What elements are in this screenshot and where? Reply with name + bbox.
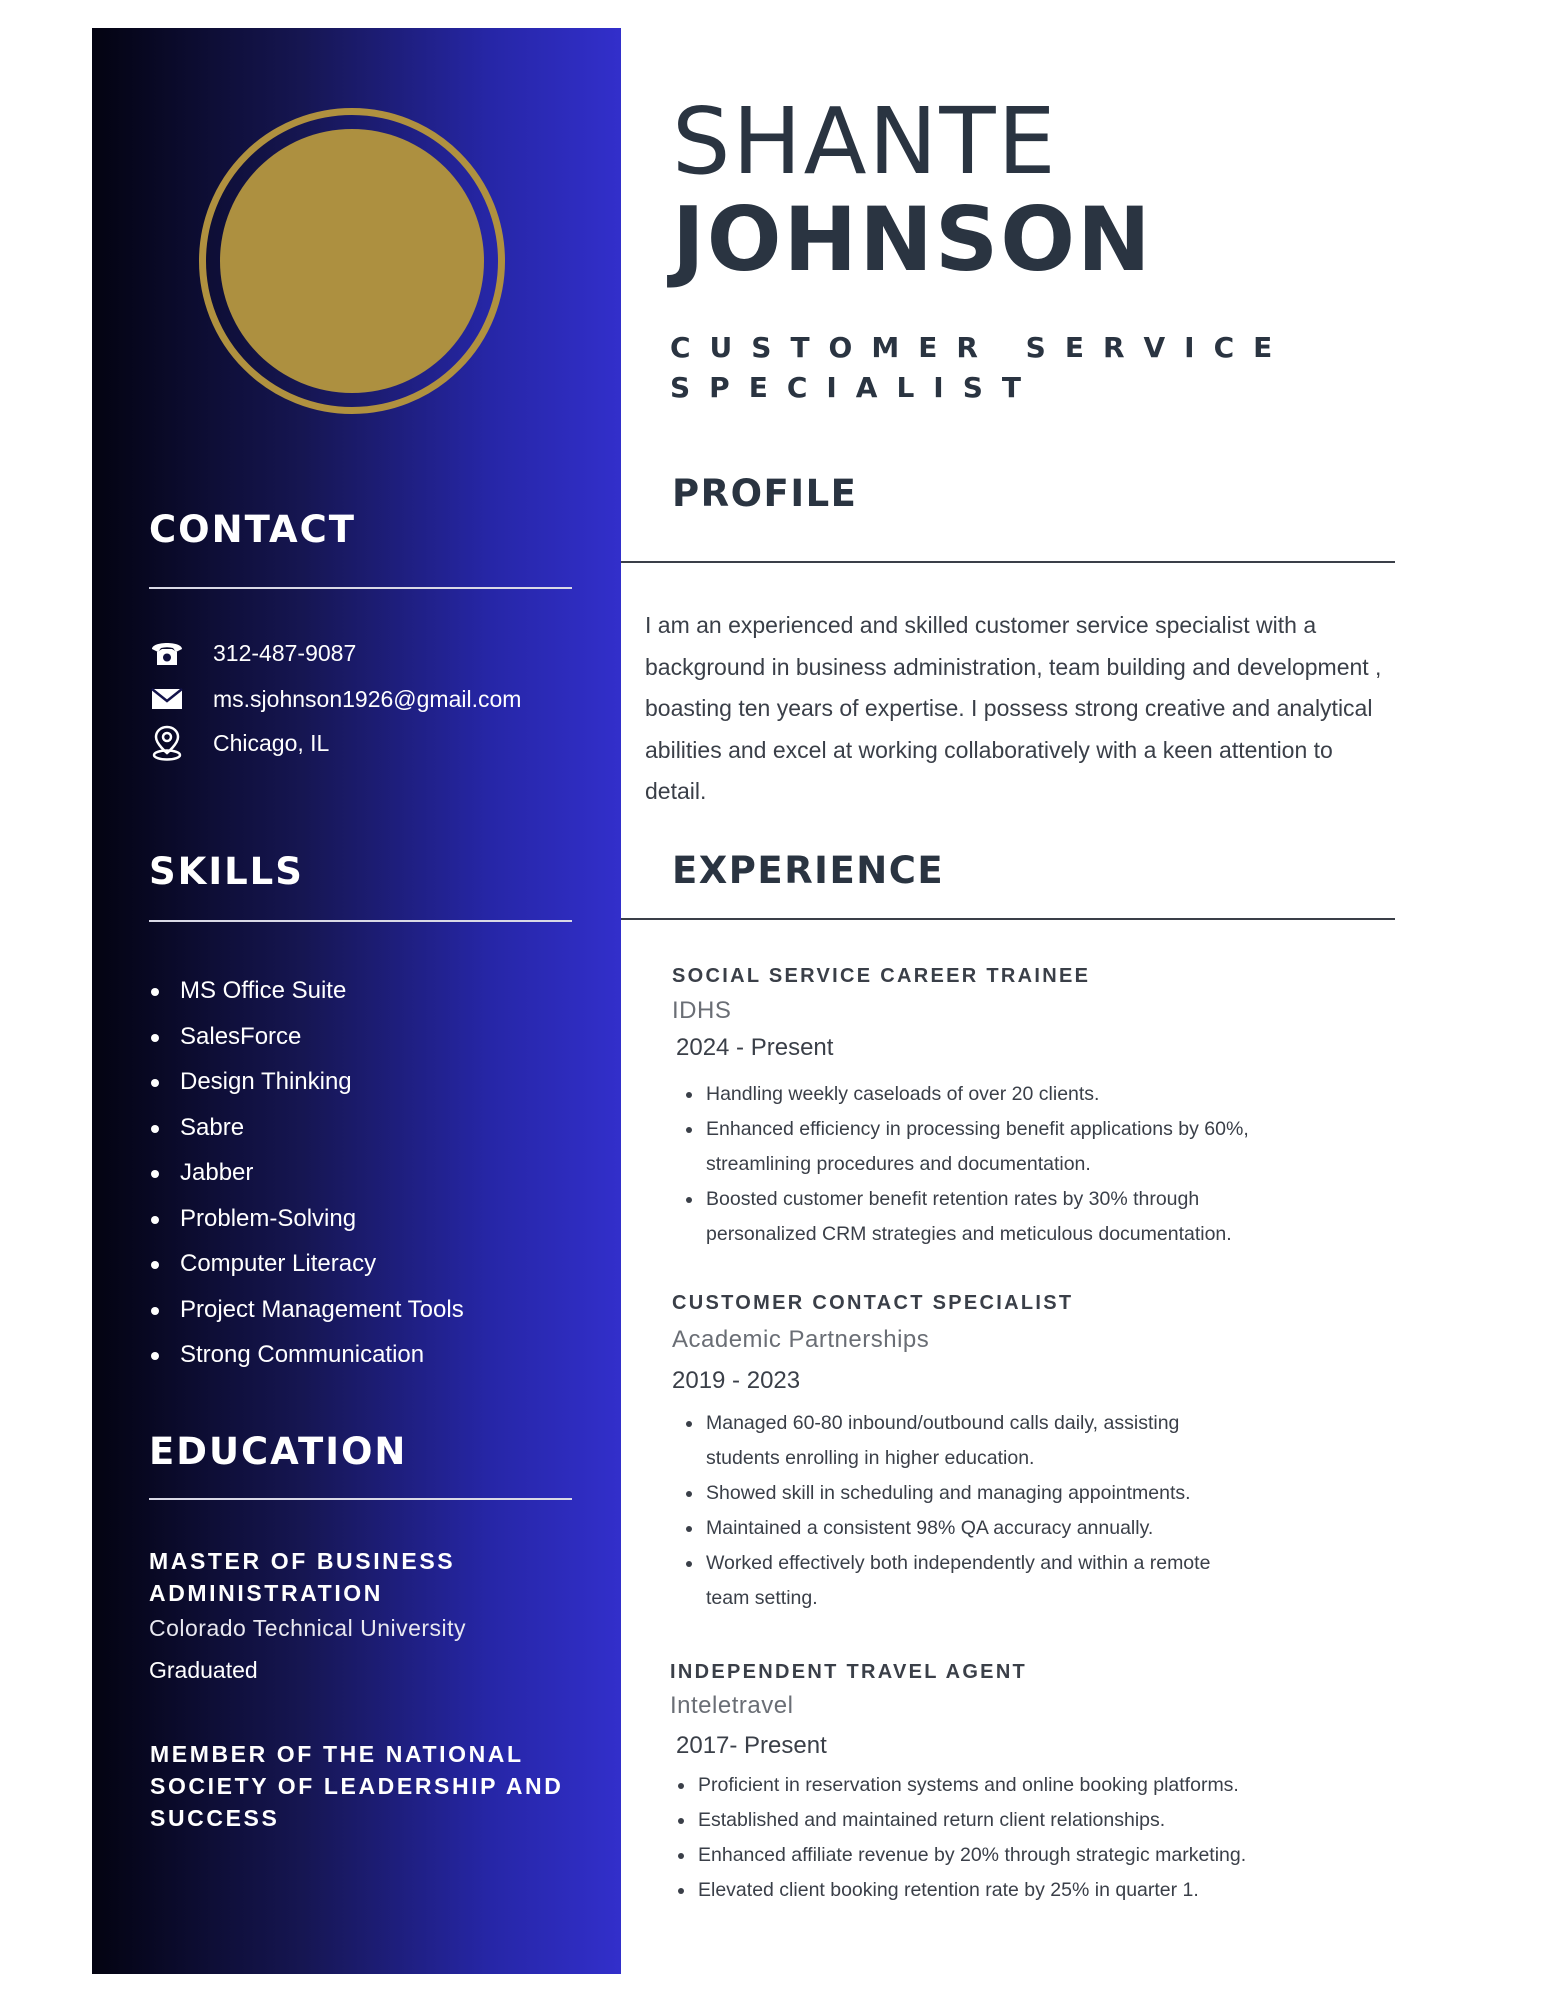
list-item: Enhanced affiliate revenue by 20% through strategic marketing.: [672, 1838, 1392, 1873]
profile-divider: [621, 561, 1395, 563]
job-dates: 2017- Present: [676, 1732, 827, 1759]
skill-item: Design Thinking: [149, 1067, 464, 1113]
skill-item: Strong Communication: [149, 1340, 464, 1386]
list-item: Maintained a consistent 98% QA accuracy annually.: [680, 1511, 1220, 1546]
education-degree: MASTER OF BUSINESS ADMINISTRATION: [149, 1548, 456, 1606]
job-company: IDHS: [672, 997, 732, 1024]
list-item: Elevated client booking retention rate by 25% in quarter 1.: [672, 1873, 1392, 1908]
experience-heading: EXPERIENCE: [672, 849, 945, 892]
job-dates: 2024 - Present: [676, 1034, 834, 1061]
job-title: SOCIAL SERVICE CAREER TRAINEE: [672, 965, 1091, 987]
list-item: Handling weekly caseloads of over 20 clients.: [680, 1077, 1280, 1112]
contact-heading: CONTACT: [149, 508, 356, 551]
skill-item: Jabber: [149, 1158, 464, 1204]
profile-heading: PROFILE: [672, 472, 858, 515]
education-heading: EDUCATION: [149, 1430, 408, 1473]
skill-item: MS Office Suite: [149, 976, 464, 1022]
list-item: Showed skill in scheduling and managing appointments.: [680, 1476, 1220, 1511]
job-bullets: [680, 1077, 1280, 1252]
job-bullets: [680, 1406, 1220, 1616]
last-name: JOHNSON: [672, 188, 1153, 291]
education-membership: MEMBER OF THE NATIONAL SOCIETY OF LEADERSHIP AND SUCCESS: [150, 1741, 564, 1831]
skills-heading: SKILLS: [149, 850, 304, 893]
job-company: Academic Partnerships: [672, 1326, 930, 1353]
phone-number: 312-487-9087: [213, 639, 357, 666]
experience-divider: [621, 918, 1395, 920]
list-item: Established and maintained return client relationships.: [672, 1803, 1392, 1838]
list-item: Boosted customer benefit retention rates by 30% through personalized CRM strategies and meticulous documentation.: [680, 1182, 1280, 1252]
job-bullets: [672, 1768, 1392, 1908]
job-role: CUSTOMER SERVICE SPECIALIST: [670, 331, 1292, 404]
skill-item: SalesForce: [149, 1022, 464, 1068]
job-dates: 2019 - 2023: [672, 1367, 801, 1394]
email-address: ms.sjohnson1926@gmail.com: [213, 685, 522, 712]
skill-item: Computer Literacy: [149, 1249, 464, 1295]
list-item: Worked effectively both independently and within a remote team setting.: [680, 1546, 1220, 1616]
location-text: Chicago, IL: [213, 729, 330, 756]
skill-item: Problem-Solving: [149, 1204, 464, 1250]
job-title: INDEPENDENT TRAVEL AGENT: [670, 1661, 1028, 1683]
job-company: Inteletravel: [670, 1692, 794, 1719]
list-item: Managed 60-80 inbound/outbound calls daily, assisting students enrolling in higher education.: [680, 1406, 1220, 1476]
education-school: Colorado Technical University: [149, 1615, 467, 1641]
list-item: Proficient in reservation systems and online booking platforms.: [672, 1768, 1392, 1803]
job-title: CUSTOMER CONTACT SPECIALIST: [672, 1292, 1074, 1314]
first-name: SHANTE: [672, 88, 1058, 195]
profile-text: I am an experienced and skilled customer service specialist with a background in business administration, team building and development , boasting ten years of expertise. I possess strong creative and analytical abilities and excel at working collaboratively with a keen attention to detail.: [645, 612, 1382, 804]
list-item: Enhanced efficiency in processing benefit applications by 60%, streamlining procedures and documentation.: [680, 1112, 1280, 1182]
skill-item: Sabre: [149, 1113, 464, 1159]
education-status: Graduated: [149, 1657, 258, 1683]
skill-item: Project Management Tools: [149, 1295, 464, 1341]
